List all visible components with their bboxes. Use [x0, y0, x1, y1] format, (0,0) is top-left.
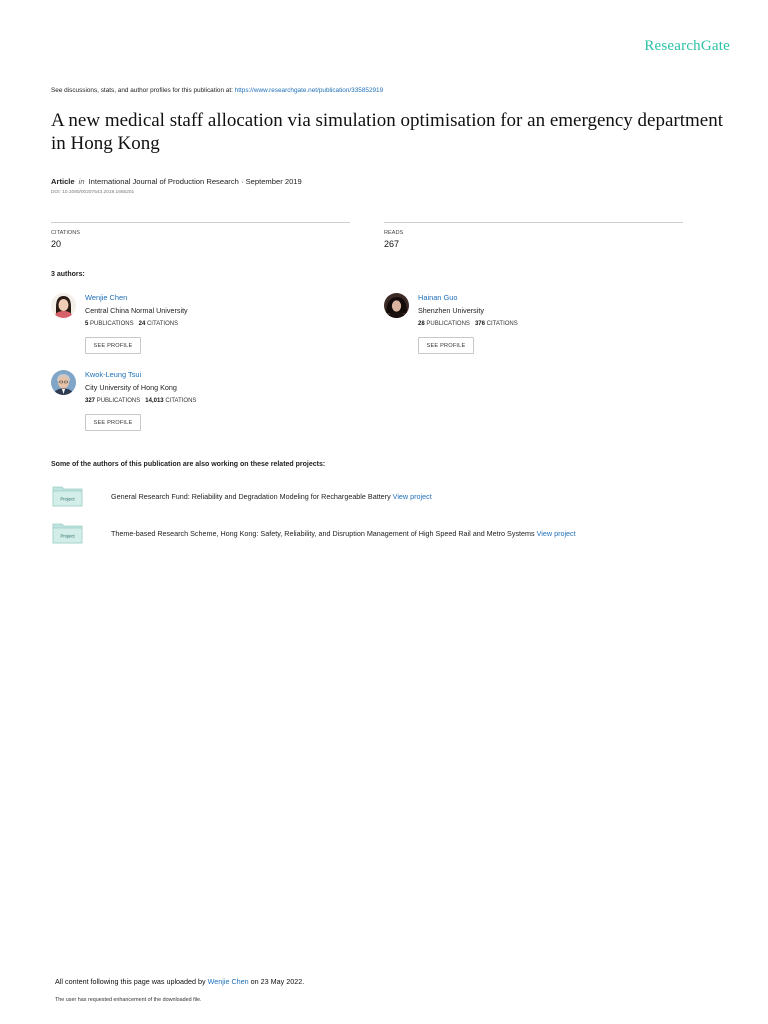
project-folder-icon	[52, 485, 83, 507]
folder-label: Project	[60, 533, 75, 539]
author-stats	[418, 321, 518, 327]
citations-word: CITATIONS	[486, 321, 518, 327]
citations-label: CITATIONS	[51, 230, 81, 236]
see-profile-button[interactable]: SEE PROFILE	[85, 337, 141, 354]
journal-date: International Journal of Production Research · September 2019	[88, 177, 302, 186]
avatar[interactable]	[51, 370, 76, 395]
author-name[interactable]: Kwok-Leung Tsui	[85, 370, 142, 379]
avatar-image	[51, 370, 76, 395]
uploader-link[interactable]: Wenjie Chen	[207, 977, 249, 986]
project-title: Theme-based Research Scheme, Hong Kong: Safety, Reliability, and Disruption Management of High Speed Rail and Metro Systems	[111, 529, 535, 538]
in-word: in	[78, 177, 85, 186]
publications-word: PUBLICATIONS	[426, 321, 470, 327]
discussion-prefix: See discussions, stats, and author profiles for this publication at:	[51, 87, 235, 94]
publication-link[interactable]: https://www.researchgate.net/publication/335852919	[234, 87, 384, 94]
article-meta	[51, 177, 302, 186]
reads-value: 267	[384, 239, 400, 249]
folder-label: Project	[60, 496, 75, 502]
author-affiliation: Central China Normal University	[85, 306, 188, 315]
publications-count: 5	[85, 321, 89, 327]
citations-count: 14,013	[145, 398, 164, 404]
author-name[interactable]: Wenjie Chen	[85, 293, 128, 302]
project-item	[111, 492, 432, 501]
see-profile-button[interactable]: SEE PROFILE	[85, 414, 141, 431]
authors-heading: 3 authors:	[51, 271, 85, 278]
author-affiliation: City University of Hong Kong	[85, 383, 177, 392]
enhancement-note: The user has requested enhancement of the downloaded file.	[55, 997, 202, 1003]
avatar-image	[51, 293, 76, 318]
upload-prefix: All content following this page was uploaded by	[55, 977, 208, 986]
related-projects-heading: Some of the authors of this publication are also working on these related projects:	[51, 461, 326, 468]
see-profile-button[interactable]: SEE PROFILE	[418, 337, 474, 354]
publications-word: PUBLICATIONS	[90, 321, 134, 327]
view-project-link[interactable]: View project	[536, 529, 576, 538]
author-name[interactable]: Hainan Guo	[418, 293, 458, 302]
publications-count: 327	[85, 398, 96, 404]
author-affiliation: Shenzhen University	[418, 306, 484, 315]
doi: DOI: 10.1080/00207543.2019.1665201	[51, 190, 135, 195]
upload-note	[55, 977, 304, 986]
citations-divider	[51, 222, 350, 223]
reads-label: READS	[384, 230, 404, 236]
citations-value: 20	[51, 239, 62, 249]
citations-word: CITATIONS	[165, 398, 197, 404]
project-folder-icon	[52, 522, 83, 544]
publication-title: A new medical staff allocation via simulation optimisation for an emergency department in Hong Kong	[51, 110, 724, 154]
avatar[interactable]	[51, 293, 76, 318]
avatar[interactable]	[384, 293, 409, 318]
project-item	[111, 529, 576, 538]
citations-count: 376	[474, 321, 485, 327]
publications-count: 28	[418, 321, 425, 327]
upload-suffix: on 23 May 2022.	[248, 977, 305, 986]
publications-word: PUBLICATIONS	[96, 398, 141, 404]
article-type: Article	[51, 177, 75, 186]
citations-count: 24	[138, 321, 146, 327]
project-title: General Research Fund: Reliability and Degradation Modeling for Rechargeable Battery	[111, 492, 391, 501]
researchgate-logo[interactable]: ResearchGate	[644, 38, 730, 54]
reads-divider	[384, 222, 683, 223]
discussion-line	[51, 87, 383, 94]
avatar-image	[384, 293, 409, 318]
citations-word: CITATIONS	[146, 321, 179, 327]
author-stats	[85, 398, 196, 404]
view-project-link[interactable]: View project	[392, 492, 432, 501]
author-stats	[85, 321, 178, 327]
